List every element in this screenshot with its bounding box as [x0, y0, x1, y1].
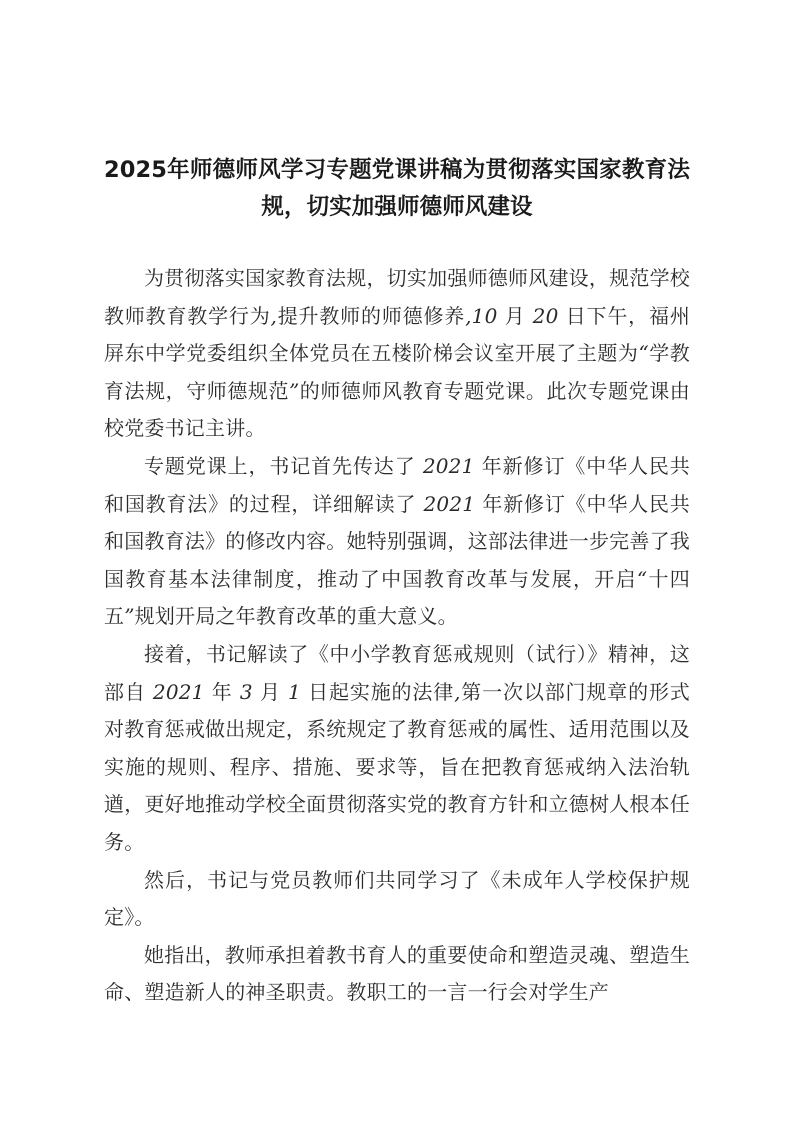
paragraph-4: 然后，书记与党员教师们共同学习了《未成年人学校保护规定》。 [104, 867, 690, 930]
paragraph-3: 接着，书记解读了《中小学教育惩戒规则（试行）》精神，这部自 2021 年 3 月 1 日起实施的法律,第一次以部门规章的形式对教育惩戒做出规定，系统规定了教育惩戒的属性、适用范围以及实施的规则、程序、措施、要求等，旨在把教育惩戒纳入法治轨遒，更好地推动学校全面贯彻落实党的教育方针和立德树人根本任务。 [104, 641, 690, 854]
paragraph-1: 为贯彻落实国家教育法规，切实加强师德师风建设，规范学校教师教育教学行为,提升教师的师德修养,10 月 20 日下午，福州屏东中学党委组织全体党员在五楼阶梯会议室开展了主题为“学教育法规，守师德规范”的师德师风教育专题党课。此次专题党课由校党委书记主讲。 [104, 266, 690, 441]
paragraph-5: 她指出，教师承担着教书育人的重要使命和塑造灵魂、塑造生命、塑造新人的神圣职责。教职工的一言一行会对学生产 [104, 942, 690, 1005]
paragraph-2: 专题党课上，书记首先传达了 2021 年新修订《中华人民共和国教育法》的过程，详细解读了 2021 年新修订《中华人民共和国教育法》的修改内容。她特别强调，这部法律进一步完善了我国教育基本法律制度，推动了中国教育改革与发展，开启“十四五”规划开局之年教育改革的重大意义。 [104, 453, 690, 629]
paragraph-list [104, 260, 690, 1012]
page-title: 2025年师德师风学习专题党课讲稿为贯彻落实国家教育法规，切实加强师德师风建设 [104, 157, 690, 220]
document-body [104, 152, 690, 1012]
